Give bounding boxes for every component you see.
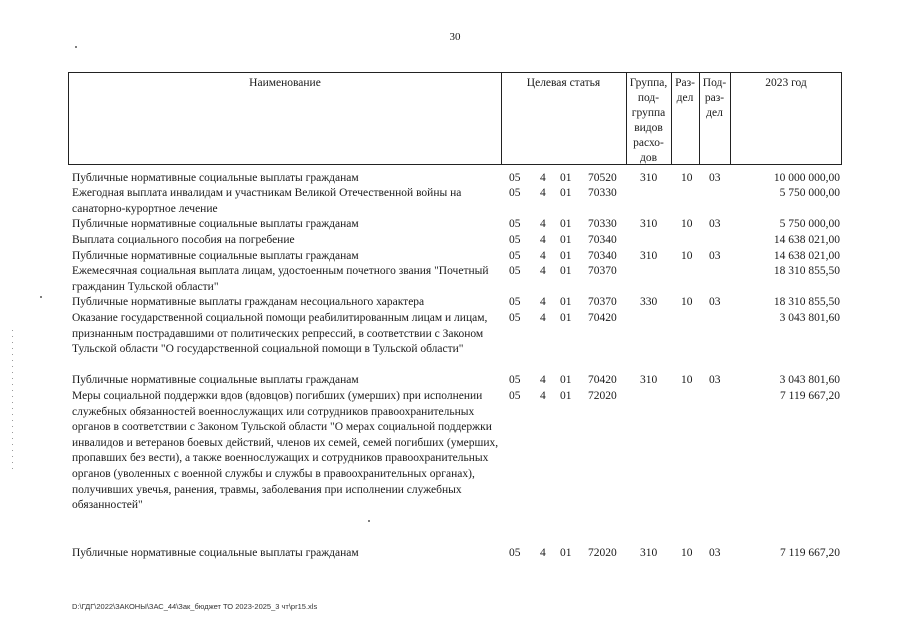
- code-part-3: 01: [560, 312, 572, 324]
- code-part-1: 05: [509, 265, 521, 277]
- code-part-4: 72020: [588, 547, 617, 559]
- code-part-3: 01: [560, 265, 572, 277]
- code-part-2: 4: [540, 312, 546, 324]
- code-part-2: 4: [540, 547, 546, 559]
- scan-speck: [40, 296, 42, 298]
- section-code: 10: [681, 374, 693, 386]
- code-part-2: 4: [540, 172, 546, 184]
- code-part-2: 4: [540, 218, 546, 230]
- subsection-code: 03: [709, 547, 721, 559]
- amount-2023: 7 119 667,20: [780, 547, 840, 559]
- expense-group: 310: [640, 374, 658, 386]
- amount-2023: 7 119 667,20: [780, 390, 840, 402]
- code-part-1: 05: [509, 312, 521, 324]
- file-path-footer: D:\ГДГ\2022\ЗАКОНЫ\ЗАС_44\Зак_бюджет ТО 2023-2025_3 чт\pr15.xls: [72, 602, 318, 611]
- code-part-4: 70340: [588, 250, 617, 262]
- code-part-4: 70330: [588, 218, 617, 230]
- code-part-2: 4: [540, 234, 546, 246]
- code-part-2: 4: [540, 187, 546, 199]
- section-code: 10: [681, 172, 693, 184]
- amount-2023: 5 750 000,00: [779, 218, 840, 230]
- row-name: Ежегодная выплата инвалидам и участникам Великой Отечественной войны на санаторно-курортное лечение: [72, 187, 462, 215]
- code-part-1: 05: [509, 218, 521, 230]
- code-part-1: 05: [509, 234, 521, 246]
- row-name: Публичные нормативные социальные выплаты гражданам: [72, 547, 359, 559]
- code-part-4: 70420: [588, 374, 617, 386]
- scan-dots: [12, 330, 13, 470]
- code-part-3: 01: [560, 172, 572, 184]
- section-code: 10: [681, 250, 693, 262]
- table-header: [68, 72, 842, 165]
- expense-group: 330: [640, 296, 658, 308]
- code-part-2: 4: [540, 250, 546, 262]
- row-name: Меры социальной поддержки вдов (вдовцов) погибших (умерших) при исполнении служебных обязанностей военнослужащих или сотрудников правоохранительных органов в соответствии с Законом Тульской области "О мерах социальной поддержки инвалидов и ветеранов боевых действий, членов их семей, семей погибших (умерших, пропавших без вести), а также военнослужащих и сотрудников правоохранительных органов (уволенных с военной службы и службы в правоохранительных органах), получивших увечья, ранения, травмы, заболевания при исполнении служебных обязанностей": [72, 390, 499, 512]
- expense-group: 310: [640, 172, 658, 184]
- row-name: Выплата социального пособия на погребение: [72, 234, 295, 246]
- expense-group: 310: [640, 547, 658, 559]
- section-code: 10: [681, 296, 693, 308]
- code-part-3: 01: [560, 234, 572, 246]
- row-name: Оказание государственной социальной помощи реабилитированным лицам и лицам, признанным пострадавшими от политических репрессий, в соответствии с Законом Тульской области "О государственной социальной помощи в Тульской области": [72, 312, 488, 356]
- code-part-4: 70370: [588, 265, 617, 277]
- code-part-2: 4: [540, 374, 546, 386]
- code-part-3: 01: [560, 296, 572, 308]
- code-part-1: 05: [509, 187, 521, 199]
- code-part-3: 01: [560, 390, 572, 402]
- amount-2023: 14 638 021,00: [773, 250, 840, 262]
- amount-2023: 3 043 801,60: [779, 374, 840, 386]
- section-code: 10: [681, 547, 693, 559]
- header-group: Группа, под- группа видов расхо- дов: [629, 77, 668, 164]
- expense-group: 310: [640, 218, 658, 230]
- amount-2023: 14 638 021,00: [773, 234, 840, 246]
- code-part-2: 4: [540, 296, 546, 308]
- code-part-1: 05: [509, 390, 521, 402]
- amount-2023: 10 000 000,00: [773, 172, 840, 184]
- scan-speck: [75, 46, 77, 48]
- code-part-4: 70340: [588, 234, 617, 246]
- amount-2023: 18 310 855,50: [773, 265, 840, 277]
- code-part-4: 70370: [588, 296, 617, 308]
- code-part-3: 01: [560, 547, 572, 559]
- expense-group: 310: [640, 250, 658, 262]
- code-part-4: 70420: [588, 312, 617, 324]
- code-part-2: 4: [540, 390, 546, 402]
- amount-2023: 3 043 801,60: [779, 312, 840, 324]
- code-part-1: 05: [509, 172, 521, 184]
- row-name: Публичные нормативные социальные выплаты гражданам: [72, 250, 359, 262]
- header-year: 2023 год: [765, 77, 807, 89]
- header-name: Наименование: [249, 77, 321, 89]
- row-name: Публичные нормативные выплаты гражданам несоциального характера: [72, 296, 425, 308]
- row-name: Публичные нормативные социальные выплаты гражданам: [72, 218, 359, 230]
- code-part-3: 01: [560, 187, 572, 199]
- page-number: 30: [449, 31, 461, 43]
- subsection-code: 03: [709, 250, 721, 262]
- code-part-4: 72020: [588, 390, 617, 402]
- row-name: Публичные нормативные социальные выплаты гражданам: [72, 172, 359, 184]
- code-part-4: 70330: [588, 187, 617, 199]
- subsection-code: 03: [709, 172, 721, 184]
- code-part-4: 70520: [588, 172, 617, 184]
- amount-2023: 5 750 000,00: [779, 187, 840, 199]
- amount-2023: 18 310 855,50: [773, 296, 840, 308]
- header-subsection: Под- раз- дел: [702, 77, 727, 119]
- code-part-2: 4: [540, 265, 546, 277]
- code-part-3: 01: [560, 374, 572, 386]
- code-part-1: 05: [509, 547, 521, 559]
- subsection-code: 03: [709, 218, 721, 230]
- subsection-code: 03: [709, 374, 721, 386]
- code-part-3: 01: [560, 250, 572, 262]
- code-part-3: 01: [560, 218, 572, 230]
- scan-speck: [368, 520, 370, 522]
- section-code: 10: [681, 218, 693, 230]
- row-name: Публичные нормативные социальные выплаты гражданам: [72, 374, 359, 386]
- code-part-1: 05: [509, 250, 521, 262]
- row-name: Ежемесячная социальная выплата лицам, удостоенным почетного звания "Почетный гражданин Тульской области": [72, 265, 489, 293]
- code-part-1: 05: [509, 374, 521, 386]
- subsection-code: 03: [709, 296, 721, 308]
- header-section: Раз- дел: [675, 77, 695, 104]
- header-target-article: Целевая статья: [526, 77, 601, 89]
- code-part-1: 05: [509, 296, 521, 308]
